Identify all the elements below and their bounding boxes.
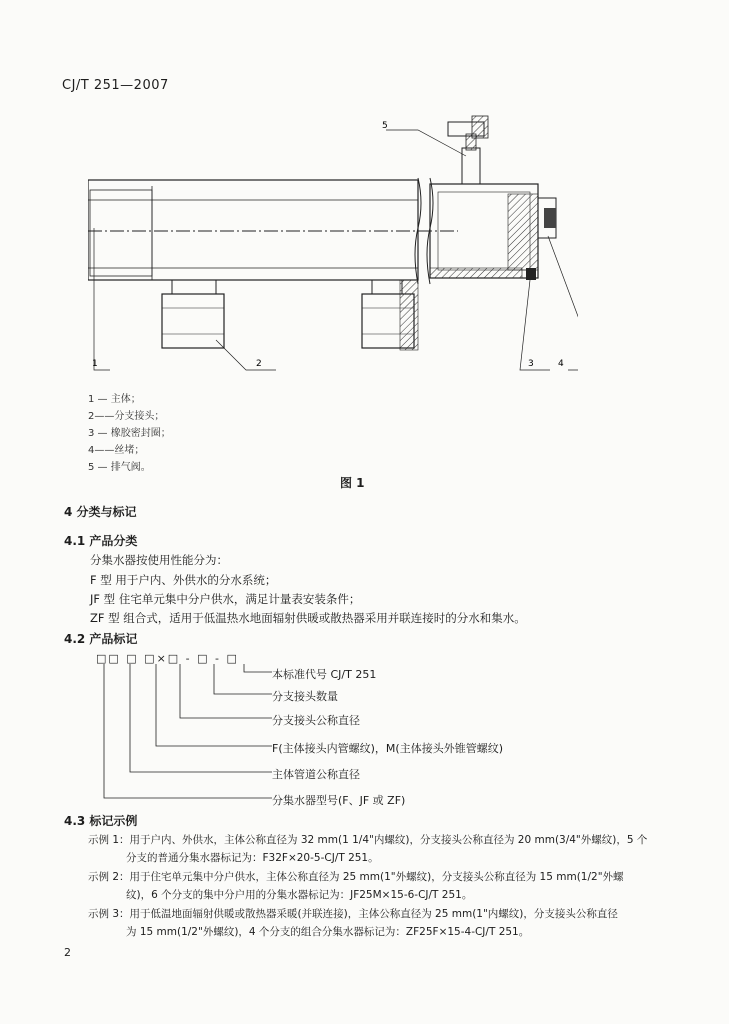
example-1-line-1: 示例 1：用于户内、外供水，主体公称直径为 32 mm(1 1/4"内螺纹)，分支接头公称直径为 20 mm(3/4"外螺纹)，5 个 [88,834,648,846]
type-zf: ZF 型 组合式，适用于低温热水地面辐射供暖或散热器采用并联连接时的分水和集水。 [90,611,526,625]
example-3-line-1: 示例 3：用于低温地面辐射供暖或散热器采暖(并联连接)，主体公称直径为 25 mm(1"内螺纹)，分支接头公称直径 [88,908,618,920]
figure-caption: 图 1 [340,476,365,490]
legend-item-1: 1 — 主体； [88,394,141,405]
section-4-3-title: 4.3 标记示例 [64,814,138,828]
marking-leader-lines [96,660,276,810]
legend-item-2: 2——分支接头； [88,411,165,422]
example-2-line-2: 纹)，6 个分支的集中分户用的分集水器标记为：JF25M×15-6-CJ/T 251。 [126,889,473,901]
main-body-outline [88,180,418,280]
example-2-line-1: 示例 2：用于住宅单元集中分户供水，主体公称直径为 25 mm(1"外螺纹)，分支接头公称直径为 15 mm(1/2"外螺 [88,871,624,883]
annotation-branch-diameter: 分支接头公称直径 [272,714,360,727]
section-4-2-title: 4.2 产品标记 [64,632,138,646]
classification-intro: 分集水器按使用性能分为： [90,553,228,567]
annotation-thread-type: F(主体接头内管螺纹)，M(主体接头外锥管螺纹) [272,742,503,755]
legend-item-4: 4——丝堵； [88,445,145,456]
callout-4: 4 [558,359,564,369]
rubber-seal-ring [526,268,536,280]
annotation-body-diameter: 主体管道公称直径 [272,768,360,781]
example-3-line-2: 为 15 mm(1/2"外螺纹)，4 个分支的组合分集水器标记为：ZF25F×15-4-CJ/T 251。 [126,926,530,938]
section-4-1-title: 4.1 产品分类 [64,534,138,548]
annotation-standard-code: 本标准代号 CJ/T 251 [272,668,377,681]
legend-item-5: 5 — 排气阀。 [88,462,151,473]
page-number: 2 [64,946,71,959]
branch-connector-nut [162,294,224,348]
legend-item-3: 3 — 橡胶密封圈； [88,428,171,439]
manifold-drawing [88,108,578,378]
type-f: F 型 用于户内、外供水的分水系统； [90,573,277,587]
callout-1: 1 [92,359,98,369]
annotation-model: 分集水器型号(F、JF 或 ZF) [272,794,406,807]
branch-connector-neck [172,280,216,294]
callout-5: 5 [382,121,388,131]
marking-code-template: □□ □ □×□ - □ - □ [96,652,239,665]
example-1-line-2: 分支的普通分集水器标记为：F32F×20-5-CJ/T 251。 [126,852,379,864]
standard-code: CJ/T 251—2007 [62,78,169,93]
callout-2: 2 [256,359,262,369]
section-4-title: 4 分类与标记 [64,505,137,519]
plug-hatched [508,194,538,270]
exhaust-valve-body [462,148,480,184]
callout-3: 3 [528,359,534,369]
type-jf: JF 型 住宅单元集中分户供水，满足计量表安装条件； [90,592,361,606]
annotation-branch-count: 分支接头数量 [272,690,338,703]
